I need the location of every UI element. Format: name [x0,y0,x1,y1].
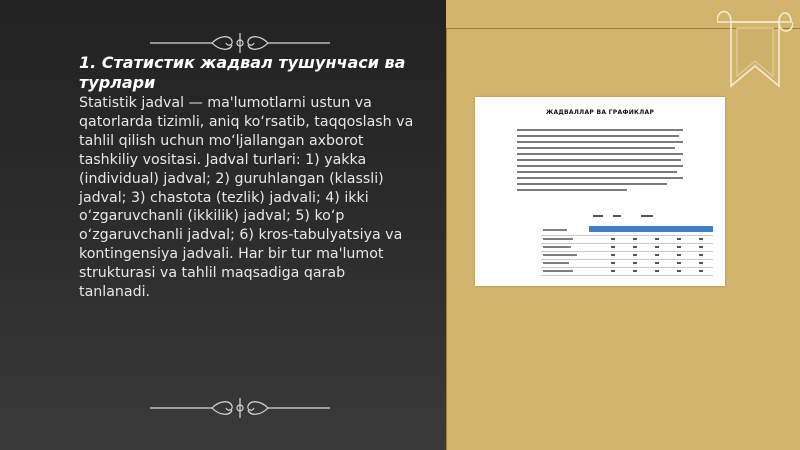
table-cell [699,262,703,264]
document-text-line [517,129,683,131]
table-cell [633,254,637,256]
document-text-line [517,153,683,155]
table-row [541,259,713,260]
table-col-header [641,215,653,217]
table-row [541,243,713,244]
slide-body-text: Statistik jadval — ma'lumotlarni ustun va qatorlarda tizimli, aniq ko‘rsatib, taqqoslash va tahlil qilish uchun mo‘ljallangan axborot tashkiliy vositasi. Jadval turlari: 1) yakka (individual) jadval; 2) guruhlangan (klassli) jadval; 3) chastota (tezlik) jadvali; 4) ikki o‘zgaruvchanli (ikkilik) jadval; 5) ko‘p o‘zgaruvchanli jadval; 6) kros-tabulyatsiya va kontingensiya jadvali. Har bir tur ma'lumot strukturasi va tahlil maqsadiga qarab tanlanadi. [79,95,414,301]
table-col-header [593,215,603,217]
table-cell [655,270,659,272]
table-header-bar [589,226,713,232]
table-cell [699,254,703,256]
table-row-label [543,254,577,256]
table-cell [655,262,659,264]
document-text-line [517,171,677,173]
table-cell [633,246,637,248]
table-cell [633,270,637,272]
table-row-label [543,270,573,272]
table-cell [633,238,637,240]
document-text-line [517,183,667,185]
table-cell [699,238,703,240]
frame-line-left [446,28,447,450]
document-text-line [517,147,675,149]
table-cell [655,238,659,240]
bottom-ornament-icon [150,396,330,420]
table-col-header [613,215,621,217]
table-row-label [543,229,567,231]
document-text-line [517,159,681,161]
table-row [541,267,713,268]
document-text-line [517,165,683,167]
table-row [541,235,713,236]
table-cell [677,270,681,272]
table-row-label [543,262,569,264]
document-text-line [517,189,627,191]
table-cell [611,270,615,272]
table-cell [677,238,681,240]
table-cell [699,270,703,272]
table-cell [633,262,637,264]
table-row-label [543,238,573,240]
table-cell [655,246,659,248]
document-text-line [517,177,683,179]
document-heading: ЖАДВАЛЛАР ВА ГРАФИКЛАР [545,109,655,116]
document-text-line [517,135,679,137]
document-text-line [517,141,683,143]
top-ornament-icon [150,31,330,55]
bookmark-ribbon-icon [717,0,793,112]
document-image [475,97,725,286]
table-cell [611,254,615,256]
slide-title: 1. Статистик жадвал тушунчаси ва турлари [79,53,406,92]
document-table [541,215,713,285]
table-cell [677,254,681,256]
table-cell [699,246,703,248]
table-cell [611,262,615,264]
table-cell [677,246,681,248]
table-cell [611,238,615,240]
table-cell [611,246,615,248]
table-row [541,275,713,276]
table-row [541,251,713,252]
table-cell [655,254,659,256]
table-cell [677,262,681,264]
table-row-label [543,246,571,248]
